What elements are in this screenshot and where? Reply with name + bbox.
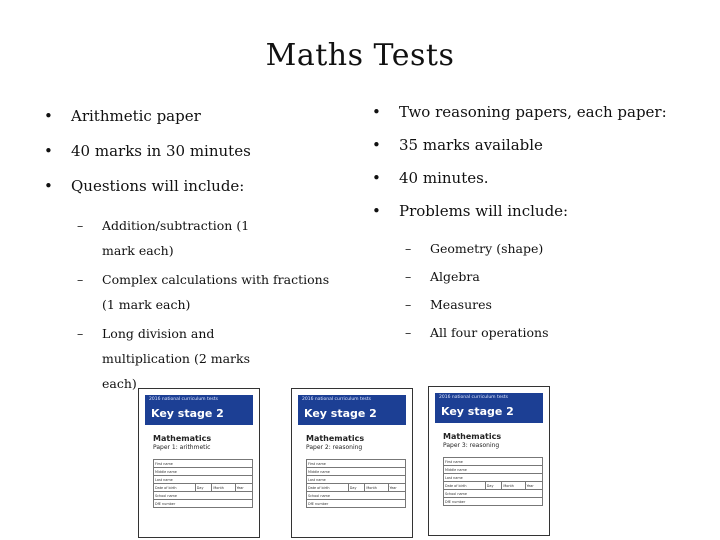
sub-bullet-text: Complex calculations with fractions (1 mark each) — [102, 272, 330, 312]
cover-row-label: Last name — [307, 476, 406, 484]
bullet-item — [44, 143, 344, 160]
cover-row-label: School name — [154, 492, 253, 500]
cover-stage: Key stage 2 — [304, 407, 377, 420]
cover-dob-day: Day — [485, 482, 502, 490]
cover-topline: 2016 national curriculum tests — [302, 397, 371, 402]
dash-glyph: – — [405, 325, 412, 340]
cover-row-label: First name — [154, 460, 253, 468]
cover-paper: Paper 3: reasoning — [443, 442, 500, 449]
bullet-text: 40 marks in 30 minutes — [71, 142, 251, 160]
bullet-glyph: • — [44, 142, 53, 160]
cover-row-label: Last name — [154, 476, 253, 484]
left-column — [44, 108, 344, 400]
cover-banner — [298, 395, 406, 425]
bullet-text: 40 minutes. — [399, 169, 489, 187]
bullet-item — [372, 104, 702, 121]
bullet-glyph: • — [44, 177, 53, 195]
sub-bullet-text: Geometry (shape) — [430, 241, 544, 256]
paper-3-cover-image — [428, 386, 550, 536]
bullet-item — [372, 170, 702, 187]
dash-glyph: – — [77, 218, 84, 233]
cover-banner — [145, 395, 253, 425]
cover-row-label: DfE number — [154, 500, 253, 508]
bullet-glyph: • — [372, 136, 381, 154]
cover-row-label: Middle name — [154, 468, 253, 476]
cover-dob-month: Month — [212, 484, 235, 492]
dash-glyph: – — [405, 297, 412, 312]
cover-paper: Paper 2: reasoning — [306, 444, 363, 451]
sub-bullet-item — [372, 320, 702, 345]
cover-topline: 2016 national curriculum tests — [149, 397, 218, 402]
cover-row-label: Date of birth — [154, 484, 196, 492]
cover-row-label: DfE number — [307, 500, 406, 508]
bullet-text: 35 marks available — [399, 136, 543, 154]
bullet-glyph: • — [372, 103, 381, 121]
bullet-item — [44, 108, 344, 125]
dash-glyph: – — [405, 241, 412, 256]
cover-details-table — [153, 459, 253, 508]
cover-paper: Paper 1: arithmetic — [153, 444, 211, 451]
cover-dob-year: Year — [525, 482, 542, 490]
cover-row-label: Date of birth — [307, 484, 349, 492]
bullet-item — [372, 203, 702, 220]
sub-bullet-text: All four operations — [430, 325, 549, 340]
bullet-text: Arithmetic paper — [71, 107, 201, 125]
dash-glyph: – — [77, 272, 84, 287]
sub-bullet-text: Long division and multiplication (2 marks each) — [102, 326, 251, 391]
cover-subject: Mathematics — [153, 434, 212, 443]
cover-stage: Key stage 2 — [441, 405, 514, 418]
sub-bullet-text: Measures — [430, 297, 492, 312]
cover-row-label: DfE number — [444, 498, 543, 506]
bullet-glyph: • — [372, 169, 381, 187]
cover-dob-month: Month — [365, 484, 388, 492]
sub-bullet-text: Algebra — [430, 269, 480, 284]
cover-row-label: Date of birth — [444, 482, 486, 490]
bullet-glyph: • — [372, 202, 381, 220]
cover-dob-month: Month — [502, 482, 525, 490]
cover-row-label: First name — [307, 460, 406, 468]
cover-row-label: Middle name — [307, 468, 406, 476]
bullet-glyph: • — [44, 107, 53, 125]
cover-dob-day: Day — [348, 484, 365, 492]
paper-1-cover-image — [138, 388, 260, 538]
cover-stage: Key stage 2 — [151, 407, 224, 420]
paper-2-cover-image — [291, 388, 413, 538]
cover-dob-year: Year — [235, 484, 252, 492]
cover-banner — [435, 393, 543, 423]
bullet-item — [44, 178, 344, 195]
sub-bullet-item — [372, 236, 702, 261]
cover-row-label: Middle name — [444, 466, 543, 474]
bullet-text: Questions will include: — [71, 177, 245, 195]
cover-row-label: School name — [307, 492, 406, 500]
cover-subject: Mathematics — [443, 432, 502, 441]
bullet-text: Problems will include: — [399, 202, 569, 220]
cover-row-label: First name — [444, 458, 543, 466]
sub-bullet-text: Addition/subtraction (1 mark each) — [102, 218, 250, 258]
cover-dob-year: Year — [388, 484, 405, 492]
slide-title: Maths Tests — [265, 38, 455, 73]
sub-bullet-item — [44, 267, 332, 317]
right-column — [372, 104, 702, 348]
dash-glyph: – — [77, 326, 84, 341]
sub-bullet-item — [44, 321, 282, 396]
cover-row-label: School name — [444, 490, 543, 498]
cover-topline: 2016 national curriculum tests — [439, 395, 508, 400]
dash-glyph: – — [405, 269, 412, 284]
cover-subject: Mathematics — [306, 434, 365, 443]
cover-row-label: Last name — [444, 474, 543, 482]
sub-bullet-item — [372, 292, 702, 317]
bullet-text: Two reasoning papers, each paper: — [399, 103, 667, 121]
cover-dob-day: Day — [195, 484, 212, 492]
cover-details-table — [306, 459, 406, 508]
bullet-item — [372, 137, 702, 154]
cover-details-table — [443, 457, 543, 506]
sub-bullet-item — [44, 213, 262, 263]
sub-bullet-item — [372, 264, 702, 289]
